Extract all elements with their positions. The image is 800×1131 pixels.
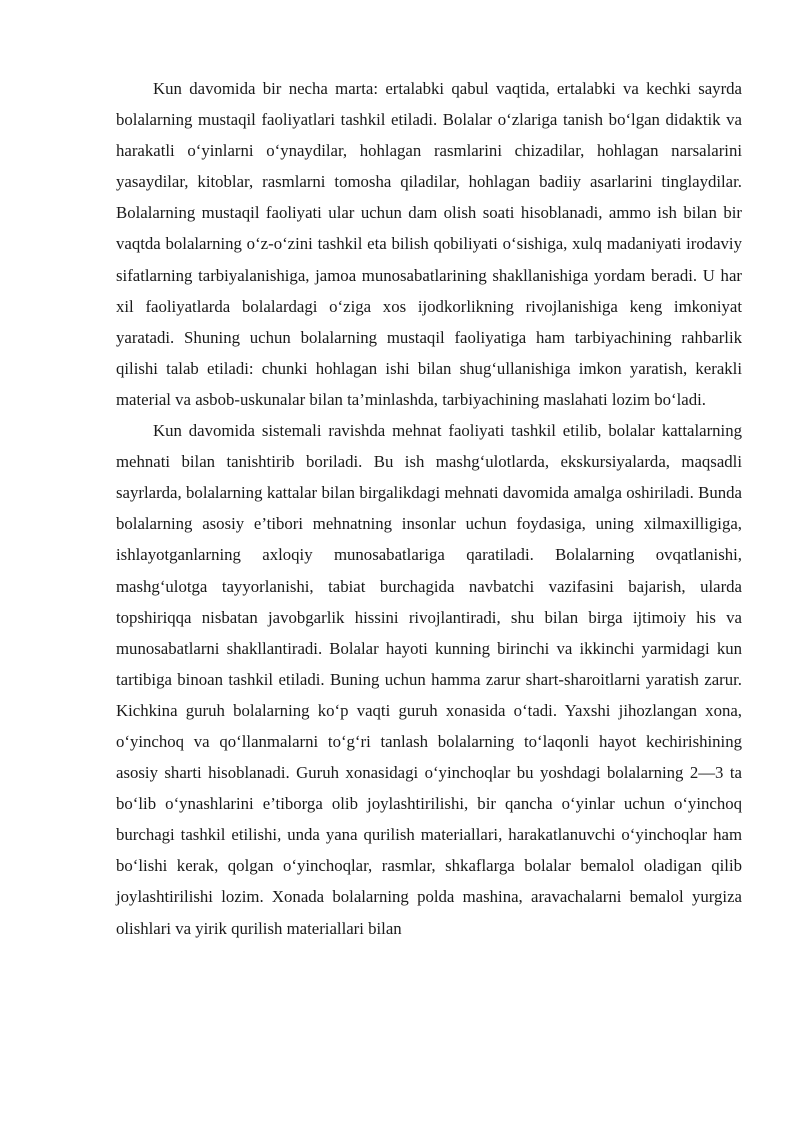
paragraph-independent-activities: Kun davomida bir necha marta: ertalabki qabul vaqtida, ertalabki va kechki sayrda bolalarning mustaqil faoliyatlari tashkil etiladi. Bolalar o‘zlariga tanish bo‘lgan didaktik va harakatli o‘yinlarni o‘ynaydilar, hohlagan rasmlarini chizadilar, hohlagan narsalarini yasaydilar, kitoblar, rasmlarni tomosha qiladilar, hohlagan badiiy asarlarini tinglaydilar. Bolalarning mustaqil faoliyati ular uchun dam olish soati hisoblanadi, ammo ish bilan bir vaqtda bolalarning o‘z-o‘zini tashkil eta bilish qobiliyati o‘sishiga, xulq madaniyati irodaviy sifatlarning tarbiyalanishiga, jamoa munosabatlarining shakllanishiga yordam beradi. U har xil faoliyatlarda bolalardagi o‘ziga xos ijodkorlikning rivojlanishiga keng imkoniyat yaratadi. Shuning uchun bolalarning mustaqil faoliyatiga ham tarbiyachining rahbarlik qilishi talab etiladi: chunki hohlagan ishi bilan shug‘ullanishiga imkon yaratish, kerakli material va asbob-uskunalar bilan ta’minlashda, tarbiyachining maslahati lozim bo‘ladi. [116, 79, 742, 409]
document-body [116, 73, 742, 944]
paragraph-labor-activities: Kun davomida sistemali ravishda mehnat faoliyati tashkil etilib, bolalar kattalarning mehnati bilan tanishtirib boriladi. Bu ish mashg‘ulotlarda, ekskursiyalarda, maqsadli sayrlarda, bolalarning kattalar bilan birgalikdagi mehnati davomida amalga oshiriladi. Bunda bolalarning asosiy e’tibori mehnatning insonlar uchun foydasiga, uning xilmaxilligiga, ishlayotganlarning axloqiy munosabatlariga qaratiladi. Bolalarning ovqatlanishi, mashg‘ulotga tayyorlanishi, tabiat burchagida navbatchi vazifasini bajarish, ularda topshiriqqa nisbatan javobgarlik hissini rivojlantiradi, shu bilan birga ijtimoiy his va munosabatlarni shakllantiradi. Bolalar hayoti kunning birinchi va ikkinchi yarmidagi kun tartibiga binoan tashkil etiladi. Buning uchun hamma zarur shart-sharoitlarni yaratish zarur. Kichkina guruh bolalarning ko‘p vaqti guruh xonasida o‘tadi. Yaxshi jihozlangan xona, o‘yinchoq va qo‘llanmalarni to‘g‘ri tanlash bolalarning to‘laqonli hayot kechirishining asosiy sharti hisoblanadi. Guruh xonasidagi o‘yinchoqlar bu yoshdagi bolalarning 2—3 ta bo‘lib o‘ynashlarini e’tiborga olib joylashtirilishi, bir qancha o‘yinlar uchun o‘yinchoq burchagi tashkil etilishi, unda yana qurilish materiallari, harakatlanuvchi o‘yinchoqlar ham bo‘lishi kerak, qolgan o‘yinchoqlar, rasmlar, shkaflarga bolalar bemalol oladigan qilib joylashtirilishi lozim. Xonada bolalarning polda mashina, aravachalarni bemalol yurgiza olishlari va yirik qurilish materiallari bilan [116, 421, 742, 938]
